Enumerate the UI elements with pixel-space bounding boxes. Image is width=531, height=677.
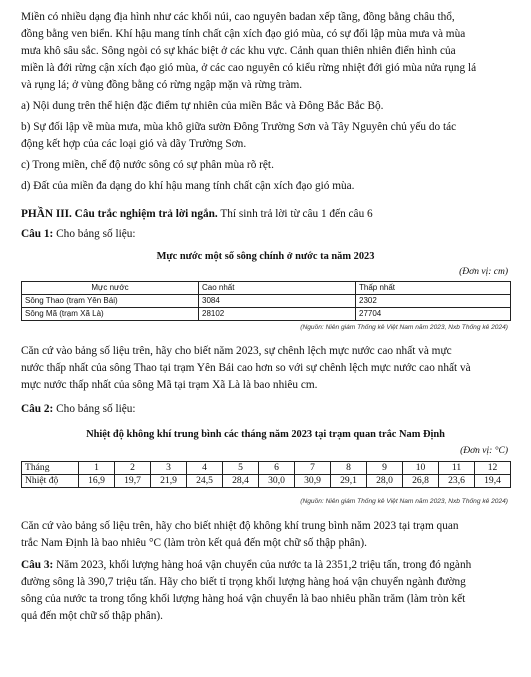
q2-month-cell: 4: [187, 462, 223, 475]
q1-cell-station: Sông Mã (trạm Xã Là): [22, 308, 199, 321]
q2-temp-cell: 16,9: [79, 475, 115, 488]
q2-month-cell: 3: [151, 462, 187, 475]
statement-c: c) Trong miền, chế độ nước sông có sự phân mùa rõ rệt.: [21, 159, 274, 171]
q2-temp-cell: 30,0: [259, 475, 295, 488]
q1-header-level: Mực nước: [22, 282, 199, 295]
q2-month-cell: 10: [403, 462, 439, 475]
q2-month-cell: 5: [223, 462, 259, 475]
q3-text-line-1: Năm 2023, khối lượng hàng hoá vận chuyển của nước ta là 2351,2 triệu tấn, trong đó ngành: [53, 559, 472, 571]
q3-text-line-4: quả đến một chữ số thập phân).: [21, 610, 163, 622]
q2-month-cell: 9: [367, 462, 403, 475]
q1-heading: [21, 227, 511, 242]
q2-unit: (Đơn vị: °C): [460, 446, 508, 456]
statement-a: a) Nội dung trên thể hiện đặc điểm tự nhiên của miền Bắc và Đông Bắc Bắc Bộ.: [21, 100, 384, 112]
q2-source: (Nguồn: Niên giám Thống kê Việt Nam năm 2023, Nxb Thống kê 2024): [300, 498, 508, 505]
q1-prompt: Cho bảng số liệu:: [53, 228, 136, 240]
q1-header-min: Thấp nhất: [356, 282, 511, 295]
part3-instruction: Thí sinh trả lời từ câu 1 đến câu 6: [217, 208, 373, 220]
q1-label: Câu 1:: [21, 228, 54, 240]
q2-month-cell: 12: [475, 462, 511, 475]
part3-heading: [21, 207, 511, 222]
q2-heading: [21, 402, 511, 417]
q2-month-cell: 7: [295, 462, 331, 475]
q1-source: (Nguồn: Niên giám Thống kê Việt Nam năm 2023, Nxb Thống kê 2024): [300, 324, 508, 331]
q1-cell-max: 28102: [199, 308, 356, 321]
q1-table-title: Mực nước một số sông chính ở nước ta năm 2023: [156, 251, 375, 262]
q2-temp-cell: 23,6: [439, 475, 475, 488]
q3-text-line-3: sông của nước ta trong tổng khối lượng hàng hoá vận chuyển là bao nhiêu phần trăm (làm tròn kết: [21, 593, 466, 605]
q2-temp-cell: 30,9: [295, 475, 331, 488]
q2-temp-cell: 28,0: [367, 475, 403, 488]
q3-line-1: [21, 558, 511, 573]
q1-text-line-3: mực nước thấp nhất của sông Mã tại trạm Xã Là là bao nhiêu cm.: [21, 379, 318, 391]
q2-temps-row: [22, 475, 511, 488]
q2-prompt: Cho bảng số liệu:: [53, 403, 136, 415]
q1-text-line-2: nước thấp nhất của sông Thao tại trạm Yên Bái cao hơn so với sự chênh lệch mực nước cao nhất và: [21, 362, 471, 374]
q2-month-cell: 11: [439, 462, 475, 475]
q2-temp-cell: 29,1: [331, 475, 367, 488]
q2-temp-cell: 19,4: [475, 475, 511, 488]
q2-month-cell: 2: [115, 462, 151, 475]
q2-table-title: Nhiệt độ không khí trung bình các tháng năm 2023 tại trạm quan trắc Nam Định: [86, 429, 445, 440]
q3-text-line-2: đường sông là 390,7 triệu tấn. Hãy cho biết tỉ trọng khối lượng hàng hoá vận chuyển ngành đường: [21, 576, 466, 588]
part3-title: PHẦN III. Câu trắc nghiệm trả lời ngắn.: [21, 208, 218, 220]
q1-header-max: Cao nhất: [199, 282, 356, 295]
statement-b-line-1: b) Sự đối lập về mùa mưa, mùa khô giữa sườn Đông Trường Sơn và Tây Nguyên chủ yếu do tác: [21, 121, 457, 133]
q1-text-line-1: Căn cứ vào bảng số liệu trên, hãy cho biết năm 2023, sự chênh lệch mực nước cao nhất và mực: [21, 345, 452, 357]
table-row: [22, 308, 511, 321]
q1-table-header-row: [22, 282, 511, 295]
q2-months-row: [22, 462, 511, 475]
table-row: [22, 295, 511, 308]
q2-months-label: Tháng: [22, 462, 79, 475]
q1-cell-min: 27704: [356, 308, 511, 321]
q2-temp-cell: 24,5: [187, 475, 223, 488]
q2-temp-cell: 28,4: [223, 475, 259, 488]
q2-text-line-1: Căn cứ vào bảng số liệu trên, hãy cho biết nhiệt độ không khí trung bình năm 2023 tại trạm quan: [21, 520, 459, 532]
q2-temp-cell: 26,8: [403, 475, 439, 488]
q2-month-cell: 8: [331, 462, 367, 475]
intro-line-3: mưa khô sâu sắc. Sông ngòi có sự khác biệt ở các khu vực. Cảnh quan thiên nhiên điển hình của: [21, 45, 456, 57]
intro-line-2: đồng bằng ven biển. Khí hậu mang tính chất cận xích đạo gió mùa, có sự đối lập mùa mưa và mùa: [21, 28, 466, 40]
q2-temp-cell: 21,9: [151, 475, 187, 488]
q1-cell-max: 3084: [199, 295, 356, 308]
statement-b-line-2: động kết hợp của các loại gió và dãy Trường Sơn.: [21, 138, 247, 150]
q2-month-cell: 6: [259, 462, 295, 475]
q2-month-cell: 1: [79, 462, 115, 475]
q2-temp-label: Nhiệt độ: [22, 475, 79, 488]
q1-cell-min: 2302: [356, 295, 511, 308]
q2-temp-cell: 19,7: [115, 475, 151, 488]
q1-unit: (Đơn vị: cm): [459, 267, 508, 277]
q2-table: [21, 461, 511, 488]
intro-line-4: miền là đới rừng cận xích đạo gió mùa, ở các cao nguyên có kiểu rừng nhiệt đới gió mùa nửa rụng lá: [21, 62, 477, 74]
q1-table: [21, 281, 511, 321]
q3-label: Câu 3:: [21, 559, 54, 571]
statement-d: d) Đất của miền đa dạng do khí hậu mang tính chất cận xích đạo gió mùa.: [21, 180, 355, 192]
intro-line-5: và rụng lá; ở vùng đồng bằng có rừng ngập mặn và rừng tràm.: [21, 79, 303, 91]
q2-text-line-2: trắc Nam Định là bao nhiêu °C (làm tròn kết quả đến một chữ số thập phân).: [21, 537, 368, 549]
q1-cell-station: Sông Thao (trạm Yên Bái): [22, 295, 199, 308]
intro-line-1: Miền có nhiều dạng địa hình như các khối núi, cao nguyên badan xếp tầng, đồng bằng châu thổ,: [21, 11, 455, 23]
q2-label: Câu 2:: [21, 403, 54, 415]
